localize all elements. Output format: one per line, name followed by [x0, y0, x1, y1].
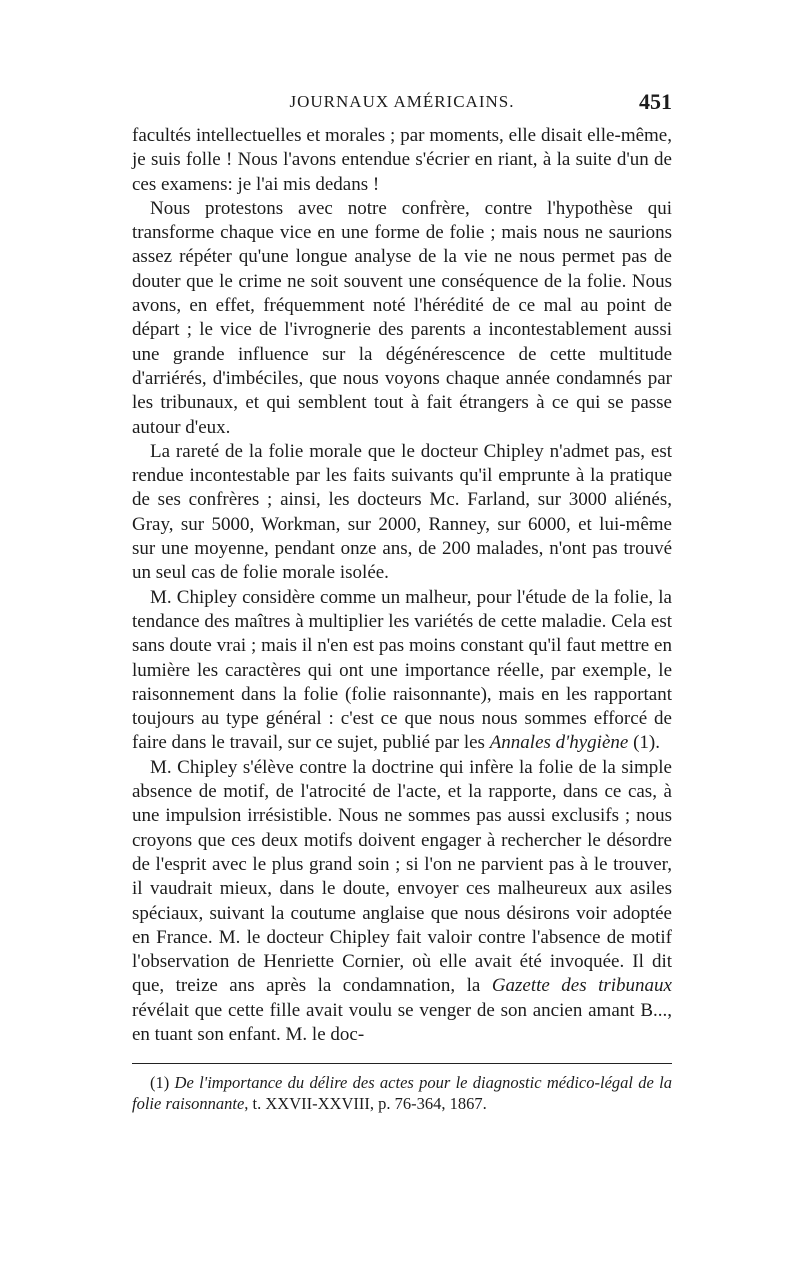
text-segment: M. Chipley s'élève contre la doctrine qui infère la folie de la simple absence de motif, de l'atrocité de l'acte, et la rapporte, dans ce cas, à une impulsion irrésistible. Nous ne sommes pas aussi exclusifs ; nous croyons que ces deux motifs doivent engager à rechercher le désordre de l'esprit avec le plus grand soin ; si l'on ne parvient pas à le trouver, il vaudrait mieux, dans le doute, envoyer ces malheureux aux asiles spéciaux, suivant la coutume anglaise que nous désirons voir adoptée en France. M. le docteur Chipley fait valoir contre l'absence de motif l'observation de Henriette Cornier, où elle avait été invoquée. Il dit que, treize ans après la condamnation, la [132, 756, 672, 997]
paragraph [132, 440, 672, 586]
paragraph [132, 586, 672, 756]
text-segment: (1). [628, 732, 660, 754]
footnote [132, 1072, 672, 1114]
text-segment: La rareté de la folie morale que le docteur Chipley n'admet pas, est rendue incontestable par les faits suivants qu'il emprunte à la pratique de ses confrères ; ainsi, les docteurs Mc. Farland, sur 3000 aliénés, Gray, sur 5000, Workman, sur 2000, Ranney, sur 6000, et lui-même sur une moyenne, pendant onze ans, de 200 malades, n'ont pas trouvé un seul cas de folie morale isolée. [132, 440, 672, 584]
page-header [132, 89, 672, 124]
page-number: 451 [639, 89, 672, 114]
footnote-text: (1) [150, 1073, 175, 1093]
running-head: JOURNAUX AMÉRICAINS. [289, 92, 515, 111]
body-text [132, 124, 672, 1047]
paragraph [132, 197, 672, 440]
footnote-text: , t. XXVII-XXVIII, p. 76-364, 1867. [244, 1094, 487, 1114]
book-page [132, 89, 672, 1114]
text-segment: facultés intellectuelles et morales ; par moments, elle disait elle-même, je suis folle ! Nous l'avons entendue s'écrier en riant, à la suite d'un de ces examens: je l'ai mis dedans ! [132, 125, 672, 195]
text-segment: M. Chipley considère comme un malheur, pour l'étude de la folie, la tendance des maîtres à multiplier les variétés de cette maladie. Cela est sans doute vrai ; mais il n'en est pas moins constant qu'il faut mettre en lumière les caractères qui ont une importance réelle, par exemple, le raisonnement dans la folie (folie raisonnante), mais en les rapportant toujours au type général : c'est ce que nous nous sommes efforcé de faire dans le travail, sur ce sujet, publié par les [132, 586, 672, 754]
italic-title: Gazette des tribunaux [491, 975, 672, 997]
text-segment: révélait que cette fille avait voulu se venger de son ancien amant B..., en tuant son enfant. M. le doc- [132, 999, 672, 1045]
italic-title: Annales d'hygiène [489, 732, 629, 754]
footnote-rule [132, 1063, 672, 1064]
paragraph [132, 124, 672, 197]
text-segment: Nous protestons avec notre confrère, contre l'hypothèse qui transforme chaque vice en une forme de folie ; mais nous ne saurions assez répéter qu'une longue analyse de la vie ne nous permet pas de douter que le crime ne soit souvent une conséquence de la folie. Nous avons, en effet, fréquemment noté l'hérédité de ce mal au point de départ ; le vice de l'ivrognerie des parents a incontestablement aussi une grande influence sur la dégénérescence de cette multitude d'arriérés, d'imbéciles, que nous voyons chaque année condamnés par les tribunaux, et qui semblent tout à fait étrangers à ce qui se passe autour d'eux. [132, 197, 672, 438]
footnote-title: De l'importance du délire des actes pour le diagnostic médico-légal de la folie raisonnante [132, 1073, 672, 1114]
paragraph [132, 756, 672, 1048]
